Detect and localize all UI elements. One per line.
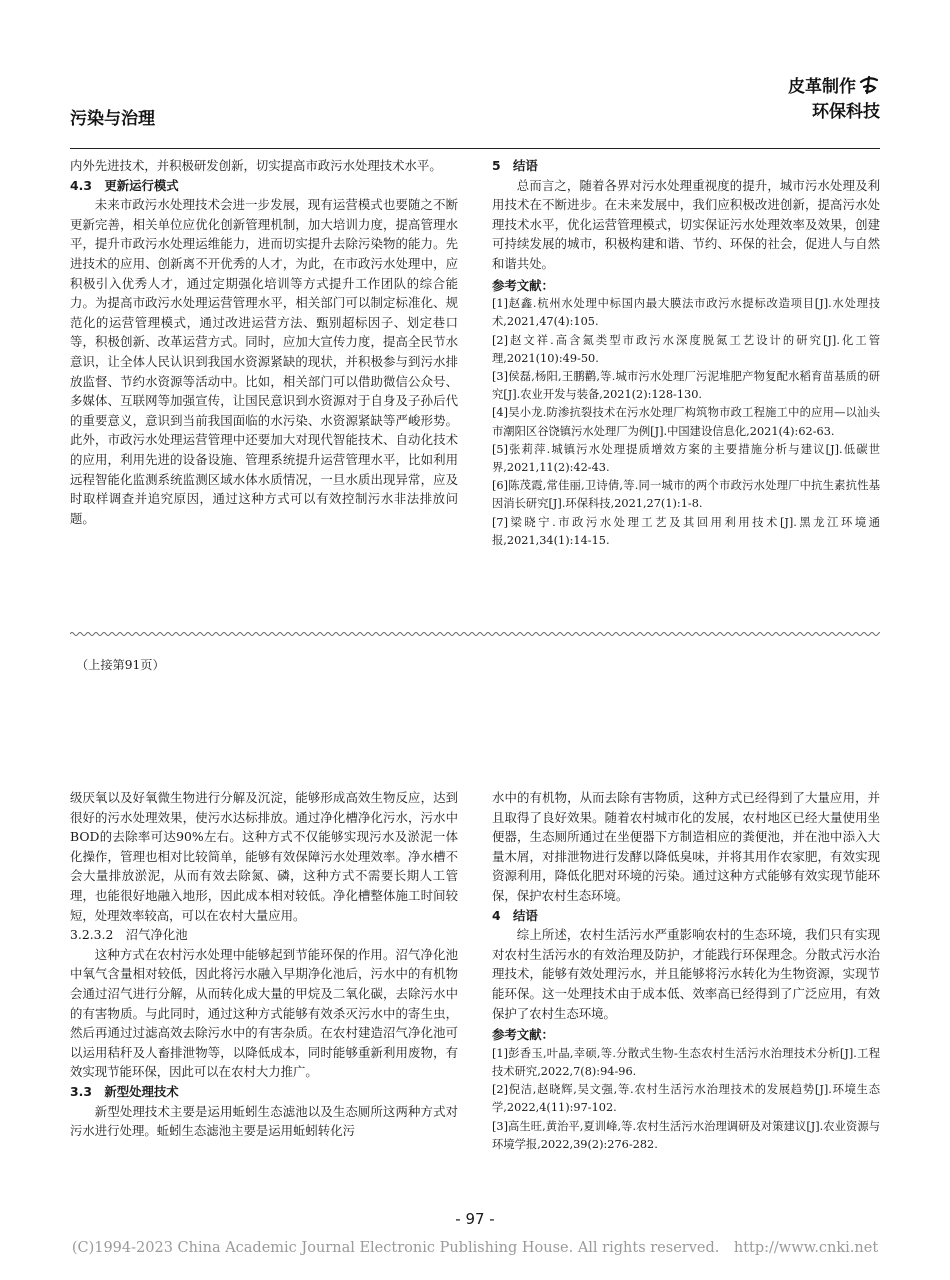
reference-item: [3]侯磊,杨阳,王鹏鹳,等.城市污水处理厂污泥堆肥产物复配水稻育苗基质的研究[J].农业开发与装备,2021(2):128-130. [492, 369, 880, 402]
section-heading: 4 结语 [492, 907, 538, 923]
reference-item: [1]彭香玉,叶晶,幸硕,等.分散式生物-生态农村生活污水治理技术分析[J].工程技术研究,2022,7(8):94-96. [492, 1046, 880, 1078]
bottom-right-column [492, 788, 880, 1154]
paragraph: 总而言之，随着各界对污水处理重视度的提升，城市污水处理及利用技术在不断进步。在未来发展中，我们应积极改进创新，提高污水处理技术水平，优化运营管理模式，切实保证污水处理效率及效果，创建可持续发展的城市，积极构建和谐、节约、环保的社会，促进人与自然和谐共处。 [492, 177, 880, 271]
section-heading: 3.3 新型处理技术 [70, 1083, 179, 1099]
page-number: - 97 - [455, 1210, 495, 1228]
bottom-left-column [70, 788, 458, 1141]
reference-item: [7]梁晓宁.市政污水处理工艺及其回用利用技术[J].黑龙江环境通报,2021,34(1):14-15. [492, 515, 880, 547]
paragraph: 新型处理技术主要是运用蚯蚓生态滤池以及生态厕所这两种方式对污水进行处理。蚯蚓生态滤池主要是运用蚯蚓转化污 [70, 1103, 458, 1139]
top-right-column [492, 156, 880, 550]
paragraph: 综上所述，农村生活污水严重影响农村的生态环境，我们只有实现对农村生活污水的有效治理及防护，才能践行环保理念。分散式污水治理技术，能够有效处理污水，并且能够将污水转化为生物资源，实现节能环保。这一处理技术由于成本低、效率高已经得到了广泛应用，有效保护了农村生态环境。 [492, 927, 880, 1021]
paragraph: 内外先进技术，并积极研发创新，切实提高市政污水处理技术水平。 [70, 158, 442, 173]
references-title: 参考文献： [492, 1027, 554, 1043]
reference-item: [2]倪洁,赵晓辉,吴文强,等.农村生活污水治理技术的发展趋势[J].环境生态学,2022,4(11):97-102. [492, 1083, 880, 1115]
paragraph: 水中的有机物，从而去除有害物质，这种方式已经得到了大量应用，并且取得了良好效果。随着农村城市化的发展，农村地区已经大量使用坐便器，生态厕所通过在坐便器下方制造相应的粪便池，并在池中添入大量木屑，对排泄物进行发酵以降低臭味，并将其用作农家肥，有效实现资源利用，降低化肥对环境的污染。通过这种方式能够有效实现节能环保，保护农村生态环境。 [492, 790, 880, 903]
reference-item: [4]吴小龙.防渗抗裂技术在污水处理厂构筑物市政工程施工中的应用—以汕头市潮阳区谷饶镇污水处理厂为例[J].中国建设信息化,2021(4):62-63. [492, 406, 880, 438]
references-title: 参考文献： [492, 277, 554, 293]
paragraph: 这种方式在农村污水处理中能够起到节能环保的作用。沼气净化池中氧气含量相对较低，因此将污水融入早期净化池后，污水中的有机物会通过沼气进行分解，从而转化成大量的甲烷及二氧化碳，去除污水中的有害物质。与此同时，通过这种方式能够有效杀灭污水中的寄生虫，然后再通过过滤高效去除污水中的有害杂质。在农村建造沼气净化池可以运用秸秆及人畜排泄物等，以降低成本，同时能够重新利用废物，有效实现节能环保，因此可以在农村大力推广。 [70, 946, 458, 1080]
reference-item: [6]陈茂霞,常佳丽,卫诗倩,等.同一城市的两个市政污水处理厂中抗生素抗性基因消长研究[J].环保科技,2021,27(1):1-8. [492, 479, 880, 511]
section-heading: 5 结语 [492, 158, 538, 173]
header-rule [70, 148, 880, 149]
section-heading: 4.3 更新运行模式 [70, 177, 179, 193]
article-separator [70, 630, 880, 638]
brand-logo-icon [858, 74, 880, 96]
reference-item: [5]张莉萍.城镇污水处理提质增效方案的主要措施分析与建议[J].低碳世界,2021,11(2):42-43. [492, 442, 880, 474]
journal-brand [788, 74, 880, 125]
copyright-footer: (C)1994-2023 China Academic Journal Electronic Publishing House. All rights reserved. http://www.cnki.net [71, 1240, 879, 1256]
paragraph: 级厌氧以及好氧微生物进行分解及沉淀，能够形成高效生物反应，达到很好的污水处理效果，使污水达标排放。通过净化槽净化污水，污水中BOD的去除率可达90%左右。这种方式不仅能够实现污水及淤泥一体化操作，管理也相对比较简单，能够有效保障污水处理效率。净水槽不会大量排放淤泥，从而有效去除氮、磷，这种方式不需要长期人工管理，也能很好地融入地形，因此成本相对较低。净化槽整体施工时间较短，处理效率较高，可以在农村大量应用。 [70, 790, 458, 923]
reference-item: [1]赵鑫.杭州水处理中标国内最大膜法市政污水提标改造项目[J].水处理技术,2021,47(4):105. [492, 297, 880, 329]
reference-item: [2]赵文祥.高含氮类型市政污水深度脱氮工艺设计的研究[J].化工管理,2021(10):49-50. [492, 333, 880, 365]
brand-line-2: 环保科技 [812, 102, 880, 122]
reference-item: [3]高生旺,黄治平,夏训峰,等.农村生活污水治理调研及对策建议[J].农业资源与环境学报,2022,39(2):276-282. [492, 1119, 880, 1151]
brand-line-1: 皮革制作 [788, 77, 856, 97]
continuation-note: （上接第91页） [76, 658, 165, 672]
top-left-column [70, 156, 458, 528]
subsection-heading: 3.2.3.2 沼气净化池 [70, 927, 188, 943]
paragraph: 未来市政污水处理技术会进一步发展，现有运营模式也要随之不断更新完善，相关单位应优化创新管理机制，加大培训力度，提高管理水平，提升市政污水处理运维能力，进而切实提升去除污染物的能力。先进技术的应用、创新离不开优秀的人才，为此，在市政污水处理中，应积极引入优秀人才，通过定期强化培训等方式提升工作团队的综合能力。为提高市政污水处理运营管理水平，相关部门可以制定标准化、规范化的运营管理模式，通过改进运营方法、甄别超标因子、划定巷口等，积极创新、改革运营方式。同时，应加大宣传力度，提高全民节水意识，让全体人民认识到我国水资源紧缺的现状，并积极参与到污水排放监督、节约水资源等活动中。比如，相关部门可以借助微信公众号、多媒体、互联网等加强宣传，让国民意识到水资源对于自身及子孙后代的重要意义，意识到当前我国面临的水污染、水资源紧缺等严峻形势。此外，市政污水处理运营管理中还要加大对现代智能技术、自动化技术的应用，利用先进的设备设施、管理系统提升运营管理水平，比如利用远程智能化监测系统监测区域水体水质情况，一旦水质出现异常，应及时取样调查并追究原因，通过这种方式可以有效控制污水非法排放问题。 [70, 197, 458, 526]
journal-section-title: 污染与治理 [70, 109, 155, 129]
